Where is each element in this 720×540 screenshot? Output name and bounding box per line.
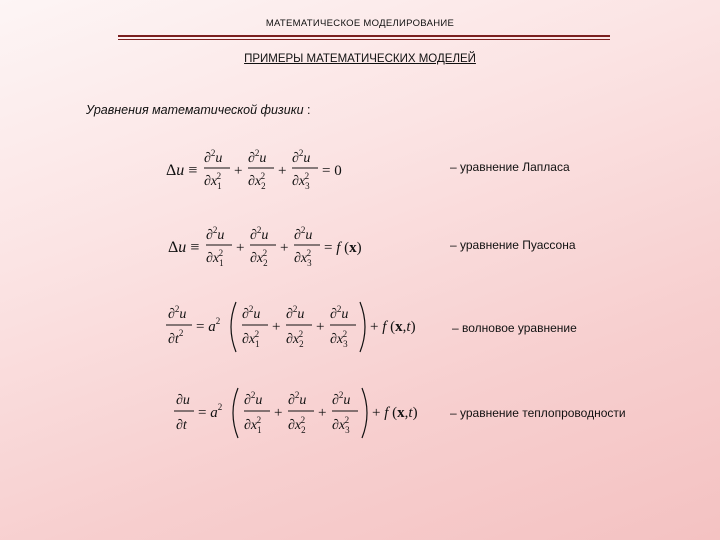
svg-text:+ f (x,t): + f (x,t) [370,319,416,335]
svg-text:∂x12: $\partial x_12$ [204,171,222,191]
svg-text:= 0: = 0 [322,163,342,179]
svg-text:∂2u: ∂$^2$u [204,148,223,166]
svg-text:∂2u: ∂$^2$u [250,225,269,243]
header-rule-thin [118,39,610,40]
svg-text:∂x22: $\partial x_22$ [288,415,306,435]
svg-text:∂2u: ∂$^2$u [288,390,307,408]
laplace-label: – уравнение Лапласа [450,160,570,174]
svg-text:∂x22: $\partial x_22$ [286,329,304,349]
svg-text:∂2u: ∂$^2$u [242,304,261,322]
svg-text:+: + [278,163,287,179]
svg-text:∂2u: ∂$^2$u [286,304,305,322]
svg-text:∂x32: $\partial x_32$ [294,248,312,268]
svg-text:+: + [280,240,289,256]
heat-formula [170,384,436,442]
header-rule-thick [118,35,610,37]
svg-text:+ f (x,t): + f (x,t) [372,405,418,421]
svg-text:Δu ≡: Δu ≡ [166,162,198,179]
svg-text:∂u: ∂u [176,393,190,408]
svg-text:= f (x): = f (x) [324,240,362,256]
svg-text:+: + [272,319,281,335]
poisson-label: – уравнение Пуассона [450,238,576,252]
wave-label: – волновое уравнение [452,321,577,335]
svg-text:+: + [318,405,327,421]
svg-text:∂2u: ∂$^2$u [206,225,225,243]
svg-text:∂2u: ∂$^2$u [244,390,263,408]
svg-text:∂x32: $\partial x_32$ [332,415,350,435]
svg-text:∂x32: $\partial x_32$ [330,329,348,349]
svg-text:∂t: ∂t [176,418,187,433]
svg-text:+: + [236,240,245,256]
svg-text:+: + [316,319,325,335]
svg-text:∂2u: ∂$^2$u [330,304,349,322]
svg-text:= a2: = $a^2$ [198,402,223,421]
svg-text:+: + [274,405,283,421]
svg-text:∂2u: ∂$^2$u [332,390,351,408]
svg-text:∂2u: ∂$^2$u [248,148,267,166]
svg-text:∂x22: $\partial x_22$ [250,248,268,268]
svg-text:∂x12: $\partial x_12$ [244,415,262,435]
header-title: МАТЕМАТИЧЕСКОЕ МОДЕЛИРОВАНИЕ [265,18,455,29]
laplace-formula [164,145,354,195]
svg-text:+: + [234,163,243,179]
subtitle [86,103,311,117]
subtitle-colon: : [307,103,311,117]
svg-text:∂2u: ∂$^2$u [294,225,313,243]
svg-text:∂x32: $\partial x_32$ [292,171,310,191]
heat-label: – уравнение теплопроводности [450,406,626,420]
svg-text:∂2u: ∂$^2$u [168,304,187,322]
wave-formula [164,298,436,356]
svg-text:∂x22: $\partial x_22$ [248,171,266,191]
svg-text:∂x12: $\partial x_12$ [242,329,260,349]
svg-text:∂t2: $\partial t^2$ [168,328,184,347]
subtitle-text: Уравнения математической физики [86,103,304,117]
poisson-formula [166,222,386,272]
svg-text:Δu ≡: Δu ≡ [168,239,200,256]
svg-text:∂2u: ∂$^2$u [292,148,311,166]
section-title: ПРИМЕРЫ МАТЕМАТИЧЕСКИХ МОДЕЛЕЙ [244,53,476,65]
svg-text:∂x12: $\partial x_12$ [206,248,224,268]
svg-text:= a2: = $a^2$ [196,316,221,335]
